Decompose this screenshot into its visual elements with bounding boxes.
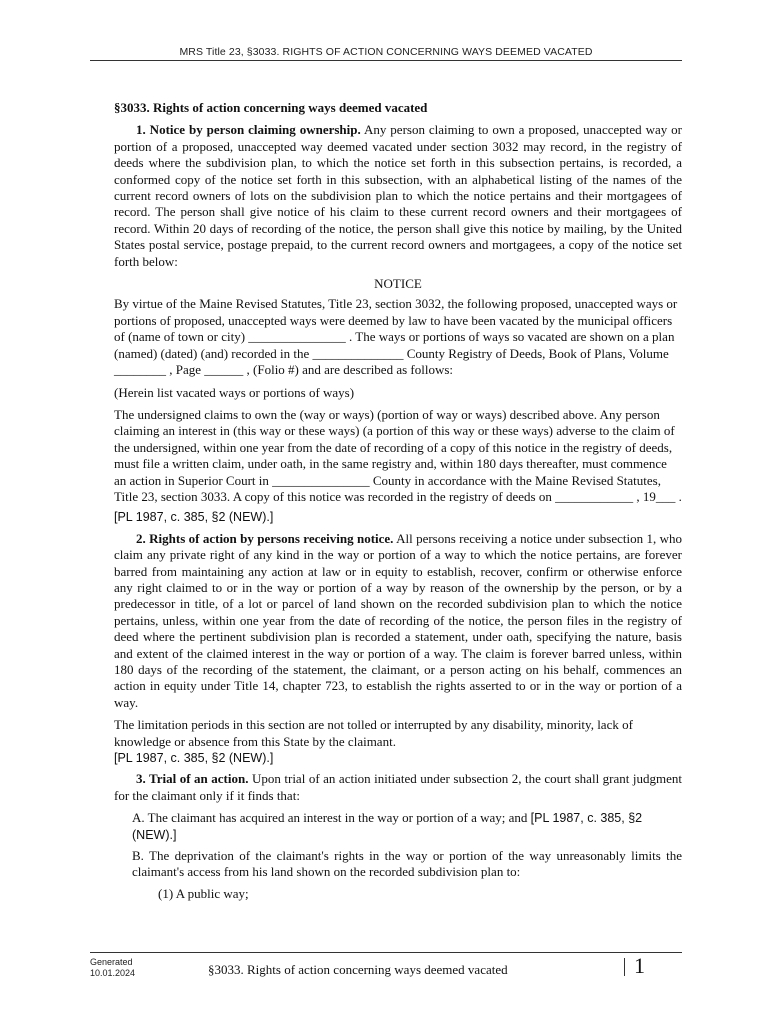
subsection-3 xyxy=(114,771,682,804)
history-note-2: [PL 1987, c. 385, §2 (NEW).] xyxy=(114,751,274,766)
footer-title: §3033. Rights of action concerning ways deemed vacated xyxy=(208,962,508,977)
footer-separator xyxy=(624,958,625,976)
item-b1: (1) A public way; xyxy=(158,885,249,901)
footer-rule xyxy=(90,952,682,953)
subsection-1 xyxy=(114,122,682,270)
subsection-1-heading: 1. Notice by person claiming ownership. xyxy=(136,122,361,138)
subsection-2-limitation: The limitation periods in this section are not tolled or interrupted by any disability, minority, lack of knowledge or absence from this State by the claimant. xyxy=(114,717,633,749)
subsection-2 xyxy=(114,531,682,711)
item-a xyxy=(132,810,682,843)
subsection-2-heading: 2. Rights of action by persons receiving notice. xyxy=(136,530,394,546)
generated-date: 10.01.2024 xyxy=(90,968,136,978)
subsection-1-text: Any person claiming to own a proposed, unaccepted way or portion of a proposed, unaccepted way deemed vacated under section 3032 may record, in the registry of deeds where the subdivision plan, to which the notice set forth in this subsection pertains, is recorded, a conformed copy of the notice set forth in this subsection, with an alphabetical listing of the names of the current record owners of lots on the subdivision plan to which the notice pertains and their mortgagees of record. The person shall give notice of his claim to these current record owners and their mortgagees of record. Within 20 days of recording of the notice, the person shall give this notice by mailing, by the United States postal service, postage prepaid, to the current record owners and mortgagees, a copy of the notice set forth below: xyxy=(114,122,682,269)
generated-label: Generated xyxy=(90,957,133,967)
history-note-1: [PL 1987, c. 385, §2 (NEW).] xyxy=(114,510,274,525)
item-b: B. The deprivation of the claimant's rights in the way or portion of the way unreasonably limits the claimant's access from his land shown on the recorded subdivision plan to: xyxy=(132,848,682,880)
subsection-3-heading: 3. Trial of an action. xyxy=(136,771,249,787)
footer-generated xyxy=(90,957,135,979)
notice-paragraph-1: By virtue of the Maine Revised Statutes, Title 23, section 3032, the following proposed, unaccepted ways or portions of proposed, unaccepted ways were deemed by law to have been vacated by the municipal officers of (name of town or city) _______________ . The ways or portions of ways so vacated are shown on a plan (named) (dated) (and) recorded in the ______________ County Registry of Deeds, Book of Plans, Volume ________ , Page ______ , (Folio #) and are described as follows: xyxy=(114,296,678,378)
item-a-history: [PL 1987, c. 385, §2 (NEW).] xyxy=(132,811,643,842)
document-body xyxy=(114,100,682,902)
page-number: 1 xyxy=(634,953,645,978)
subsection-2-text: All persons receiving a notice under subsection 1, who claim any private right of any kind in the way or portion of a way to which the notice pertains, are forever barred from maintaining any action at law or in equity to establish, recover, confirm or otherwise enforce any right claimed to or in the way or portion of a way by reason of the ownership by the person, or by a predecessor in title, of a lot or parcel of land shown on the recorded subdivision plan to which the notice pertains, unless, within one year from the date of recording of the notice, the person files in the registry of deed where the pertinent subdivision plan is recorded a statement, under oath, specifying the nature, basis and extent of the claimed interest in the way or portion of a way. The claim is forever barred unless, within 180 days of the recording of the statement, the claimant, or a person acting on his behalf, commences an action in equity under Title 14, chapter 723, to establish the rights asserted to or in the way or portion of a way. xyxy=(114,530,682,710)
subsection-3-text: Upon trial of an action initiated under subsection 2, the court shall grant judgment for the claimant only if it finds that: xyxy=(114,771,682,803)
item-a-text: A. The claimant has acquired an interest in the way or portion of a way; and xyxy=(132,810,531,826)
running-header: MRS Title 23, §3033. RIGHTS OF ACTION CONCERNING WAYS DEEMED VACATED xyxy=(179,46,593,58)
header-rule xyxy=(90,60,682,61)
notice-paragraph-2: (Herein list vacated ways or portions of ways) xyxy=(114,384,355,400)
section-title: §3033. Rights of action concerning ways deemed vacated xyxy=(114,100,428,115)
notice-heading: NOTICE xyxy=(374,276,422,292)
notice-paragraph-3: The undersigned claims to own the (way or ways) (portion of way or ways) described above. Any person claiming an interest in (this way or these ways) (a portion of this way or these ways) adverse to the claim of the undersigned, within one year from the date of recording of a copy of this notice in the registry of deeds, must file a written claim, under oath, in the same registry and, within 180 days thereafter, must commence an action in Superior Court in _______________ County in accordance with the Maine Revised Statutes, Title 23, section 3033. A copy of this notice was recorded in the registry of deeds on ____________ , 19___ . xyxy=(114,406,682,504)
